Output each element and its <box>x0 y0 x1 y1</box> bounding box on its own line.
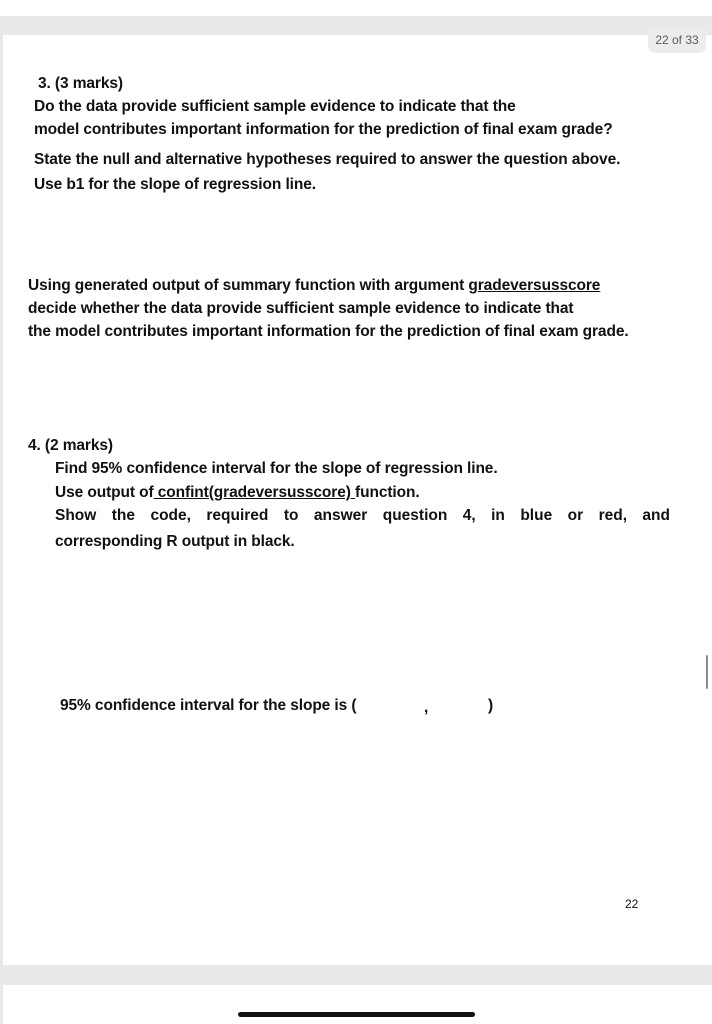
q4-line-2 <box>55 484 420 502</box>
home-indicator[interactable] <box>238 1012 475 1017</box>
summary-line-2: decide whether the data provide sufficient sample evidence to indicate that <box>28 300 574 317</box>
q4-line-2-suffix: function. <box>355 484 420 501</box>
summary-line-3: the model contributes important information for the prediction of final exam grade. <box>28 323 629 340</box>
page-number: 22 <box>625 897 639 911</box>
answer-close-paren: ) <box>488 697 494 714</box>
document-page <box>3 35 712 965</box>
q4-line-2-prefix: Use output of <box>55 484 154 501</box>
answer-prefix: 95% confidence interval for the slope is ( <box>60 697 357 714</box>
answer-comma: , <box>424 699 429 716</box>
q4-line-4: corresponding R output in black. <box>55 533 295 550</box>
gradeversusscore-link[interactable]: gradeversusscore <box>468 277 601 294</box>
previous-page-edge <box>0 0 712 16</box>
q3-line-2: model contributes important information for the prediction of final exam grade? <box>34 121 613 138</box>
q3-line-3: State the null and alternative hypotheses required to answer the question above. <box>34 151 621 168</box>
summary-line-1-text: Using generated output of summary function with argument <box>28 277 469 294</box>
q3-line-4: Use b1 for the slope of regression line. <box>34 176 316 193</box>
q4-line-3: Show the code, required to answer question 4, in blue or red, and <box>55 507 670 524</box>
q3-heading: 3. (3 marks) <box>38 75 123 92</box>
page-counter-badge: 22 of 33 <box>648 27 706 53</box>
scroll-indicator[interactable] <box>706 655 708 689</box>
next-page-edge <box>3 985 712 1024</box>
q3-line-1: Do the data provide sufficient sample evidence to indicate that the <box>34 98 516 115</box>
confint-code-link[interactable]: confint(gradeversusscore) <box>153 484 356 501</box>
q4-line-1: Find 95% confidence interval for the slope of regression line. <box>55 460 498 477</box>
summary-line-1 <box>28 277 600 295</box>
q4-heading: 4. (2 marks) <box>28 437 113 454</box>
